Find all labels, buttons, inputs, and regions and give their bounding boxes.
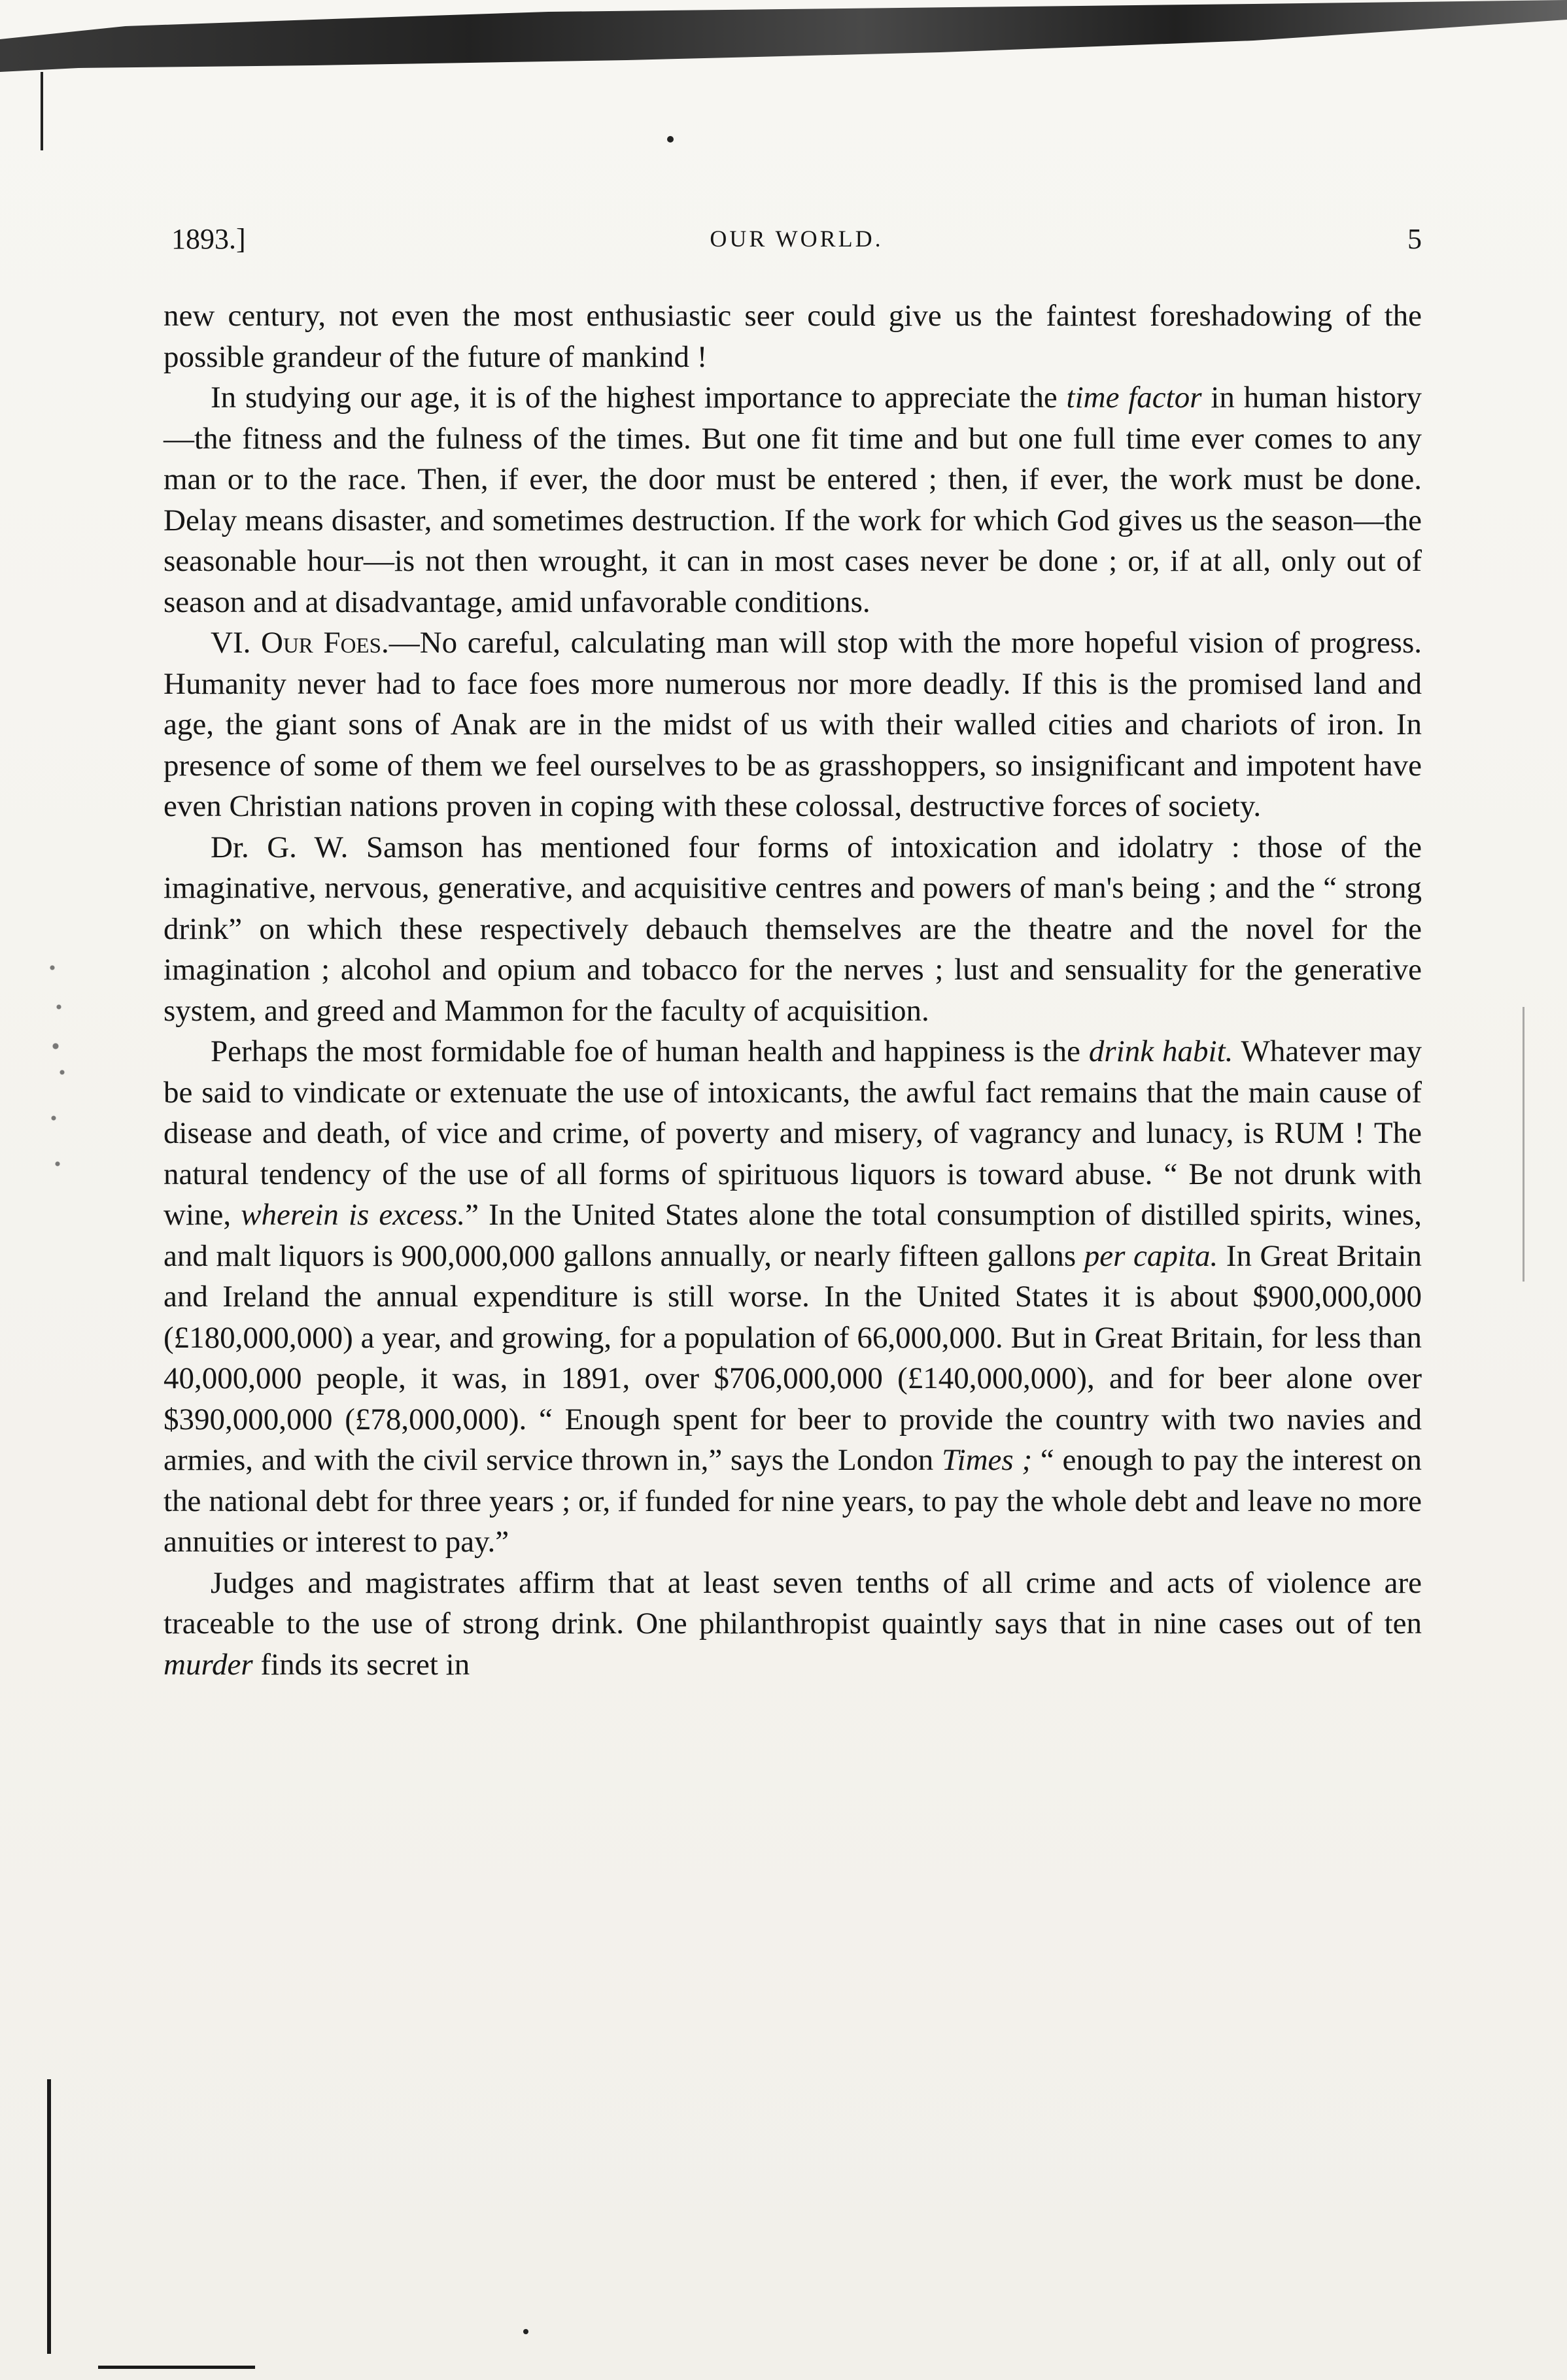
text-run: in human history—the fitness and the fulness of the times. But one fit time and but one full time ever comes to any man or to the race. Then, if ever, the door must be entered ; then, if ever, the work must be done. Delay means disaster, and sometimes destruction. If the work for which God gives us the season—the seasonable hour—is not then wrought, it can in most cases never be done ; or, if at all, only out of season and at disadvantage, amid unfavorable conditions. — [164, 381, 1422, 619]
paragraph-3 — [164, 622, 1422, 827]
paragraph-6 — [164, 1563, 1422, 1686]
italic-run: drink habit. — [1088, 1034, 1233, 1068]
body-text — [164, 296, 1422, 1685]
text-run: —No careful, calculating man will stop with the more hopeful vision of progress. Humanity never had to face foes more numerous nor more deadly. If this is the promised land and age, the giant sons of Anak are in the midst of us with their walled cities and chariots of iron. In presence of some of them we feel ourselves to be as grasshoppers, so insignificant and impotent have even Christian nations proven in coping with these colossal, destructive forces of society. — [164, 626, 1422, 823]
italic-run: Times ; — [941, 1443, 1033, 1477]
running-header — [171, 222, 1422, 268]
header-title: OUR WORLD. — [710, 226, 884, 252]
text-run: ” In the United States alone the total consumption of distilled spirits, wines, and malt liquors is 900,000,000 gallons annually, or nearly fifteen gallons — [164, 1198, 1422, 1273]
text-run: “ enough to pay the interest on the national debt for three years ; or, if funded for nine years, to pay the whole debt and leave no more annuities or interest to pay.” — [164, 1443, 1422, 1559]
scan-margin-bar — [47, 2079, 51, 2354]
scan-speckles — [46, 955, 72, 1216]
text-run: Judges and magistrates affirm that at least seven tenths of all crime and acts of violence are traceable to the use of strong drink. One philanthropist quaintly says that in nine cases out of ten — [164, 1565, 1422, 1640]
scan-speck — [523, 2329, 528, 2334]
italic-run: wherein is excess. — [241, 1198, 466, 1232]
text-run: VI. — [211, 626, 262, 660]
text-run: Whatever may be said to vindicate or extenuate the use of intoxicants, the awful fact remains that the main cause of disease and death, of vice and crime, of poverty and misery, of vagrancy and lunacy, is RUM ! The natural tendency of the use of all forms of spirituous liquors is toward abuse. “ Be not drunk with wine, — [164, 1034, 1422, 1232]
scan-speck — [667, 136, 674, 143]
page-number: 5 — [1407, 223, 1422, 255]
paragraph-4 — [164, 827, 1422, 1032]
paragraph-1 — [164, 296, 1422, 377]
text-run: finds its secret in — [252, 1647, 470, 1682]
italic-run: per capita. — [1084, 1238, 1218, 1273]
bottom-rule — [98, 2366, 255, 2369]
paragraph-5 — [164, 1031, 1422, 1563]
paragraph-2 — [164, 377, 1422, 622]
text-run: Perhaps the most formidable foe of human health and happiness is the — [211, 1034, 1089, 1068]
scan-margin-line — [1523, 1007, 1524, 1282]
italic-run: time factor — [1066, 381, 1202, 415]
scan-edge-shadow — [0, 0, 1567, 78]
text-run: In studying our age, it is of the highest importance to appreciate the — [211, 381, 1067, 415]
section-heading: Our Foes. — [261, 626, 389, 660]
header-year: 1893.] — [171, 223, 246, 255]
italic-run: murder — [164, 1647, 253, 1682]
scan-margin-mark — [41, 72, 43, 150]
text-run: In Great Britain and Ireland the annual expenditure is still worse. In the United States it is about $900,000,000 (£180,000,000) a year, and growing, for a population of 66,000,000. But in Great Britain, for less than 40,000,000 people, it was, in 1891, over $706,000,000 (£140,000,000), and for beer alone over $390,000,000 (£78,000,000). “ Enough spent for beer to provide the country with two navies and armies, and with the civil service thrown in,” says the London — [164, 1238, 1422, 1477]
text-run: Dr. G. W. Samson has mentioned four forms of intoxication and idolatry : those of the imaginative, nervous, generative, and acquisitive centres and powers of man's being ; and the “ strong drink” on which these respectively debauch themselves are the theatre and the novel for the imagination ; alcohol and opium and tobacco for the nerves ; lust and sensuality for the generative system, and greed and Mammon for the faculty of acquisition. — [164, 830, 1422, 1028]
text-run: new century, not even the most enthusiastic seer could give us the faintest foreshadowing of the possible grandeur of the future of mankind ! — [164, 299, 1422, 374]
